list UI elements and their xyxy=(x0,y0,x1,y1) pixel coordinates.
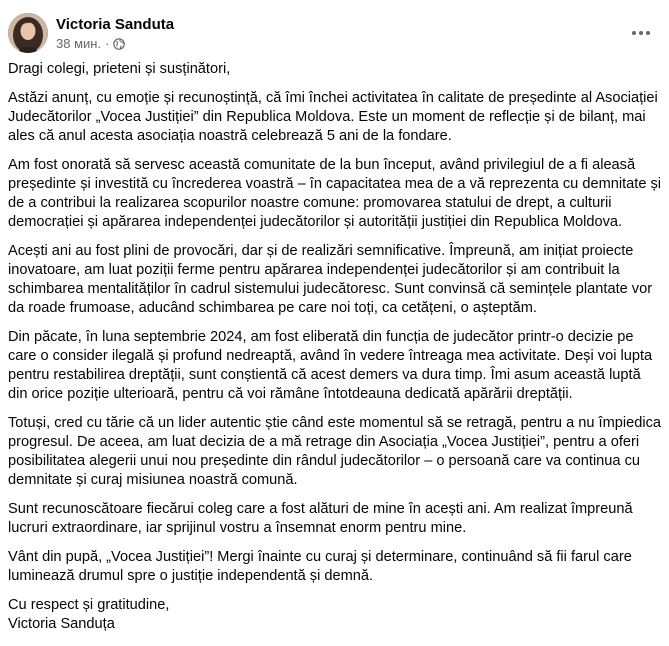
more-options-button[interactable] xyxy=(627,18,655,46)
post-paragraph: Din păcate, în luna septembrie 2024, am fost eliberată din funcția de judecător printr-o decizie pe care o consider ilegală și profund nedreaptă, având în vedere întreaga mea activitate. Deși voi lupta pentru restabilirea dreptății, sunt conștientă că acest demers va dura timp. Îmi asum această luptă din orice poziție ulterioară, pentru că voi rămâne întotdeauna dedicată apărării dreptății. xyxy=(8,329,653,402)
avatar[interactable] xyxy=(8,13,48,53)
author-name[interactable]: Victoria Sanduta xyxy=(56,15,175,33)
post-paragraph: Astăzi anunț, cu emoție și recunoștință, că îmi închei activitatea în calitate de președinte al Asociației Judecătorilor „Vocea Justiției” din Republica Moldova. Este un moment de reflecție și de bilanț, mai ales că anul acesta asociația noastră celebrează 5 ani de la fondare. xyxy=(8,90,658,144)
post-paragraph: Vânt din pupă, „Vocea Justiției”! Mergi înainte cu curaj și determinare, continuând să fii farul care luminează drumul spre o justiție independentă și demnă. xyxy=(8,549,632,584)
post-paragraph: Am fost onorată să servesc această comunitate de la bun început, având privilegiul de a fi aleasă președinte și investită cu încrederea voastră – în capacitatea mea de a vă reprezenta cu demnitate și de a contribui la realizarea scopurilor noastre comune: promovarea statului de drept, a culturii democrației și apărarea independenței judecătorilor și autorității justiției din Republica Moldova. xyxy=(8,157,662,230)
post-body xyxy=(8,60,664,634)
signature: Victoria Sanduța xyxy=(8,616,115,632)
separator-dot: · xyxy=(105,35,110,51)
more-horizontal-icon xyxy=(631,23,651,41)
post-paragraph: Totuși, cred cu tărie că un lider autentic știe când este momentul să se retragă, pentru a nu împiedica progresul. De aceea, am luat decizia de a mă retrage din Asociația „Vocea Justiției”, pentru a oferi posibilitatea alegerii unui nou președinte din rândul judecătorilor – o persoană care va continua cu demnitate și curaj misiunea noastră comună. xyxy=(8,415,662,488)
post-timestamp[interactable]: 38 мин. xyxy=(56,35,102,51)
post-paragraph: Dragi colegi, prieteni și susținători, xyxy=(8,61,231,77)
globe-icon[interactable] xyxy=(113,38,125,50)
post-subline xyxy=(56,36,174,52)
post-meta xyxy=(56,15,174,52)
post-paragraph: Acești ani au fost plini de provocări, dar și de realizări semnificative. Împreună, am inițiat proiecte inovatoare, am luat poziții ferme pentru apărarea independenței judecătorilor și am contribuit la schimbarea mentalităților în cadrul sistemului judecătoresc. Sunt convinsă că semințele plantate vor da roade frumoase, aducând schimbarea pe care noi toți, ca cetățeni, o așteptăm. xyxy=(8,243,653,316)
post-paragraph: Sunt recunoscătoare fiecărui coleg care a fost alături de mine în acești ani. Am realizat împreună lucruri extraordinare, iar sprijinul vostru a însemnat enorm pentru mine. xyxy=(8,501,633,536)
post-header xyxy=(8,12,659,54)
closing-line: Cu respect și gratitudine, xyxy=(8,597,170,613)
